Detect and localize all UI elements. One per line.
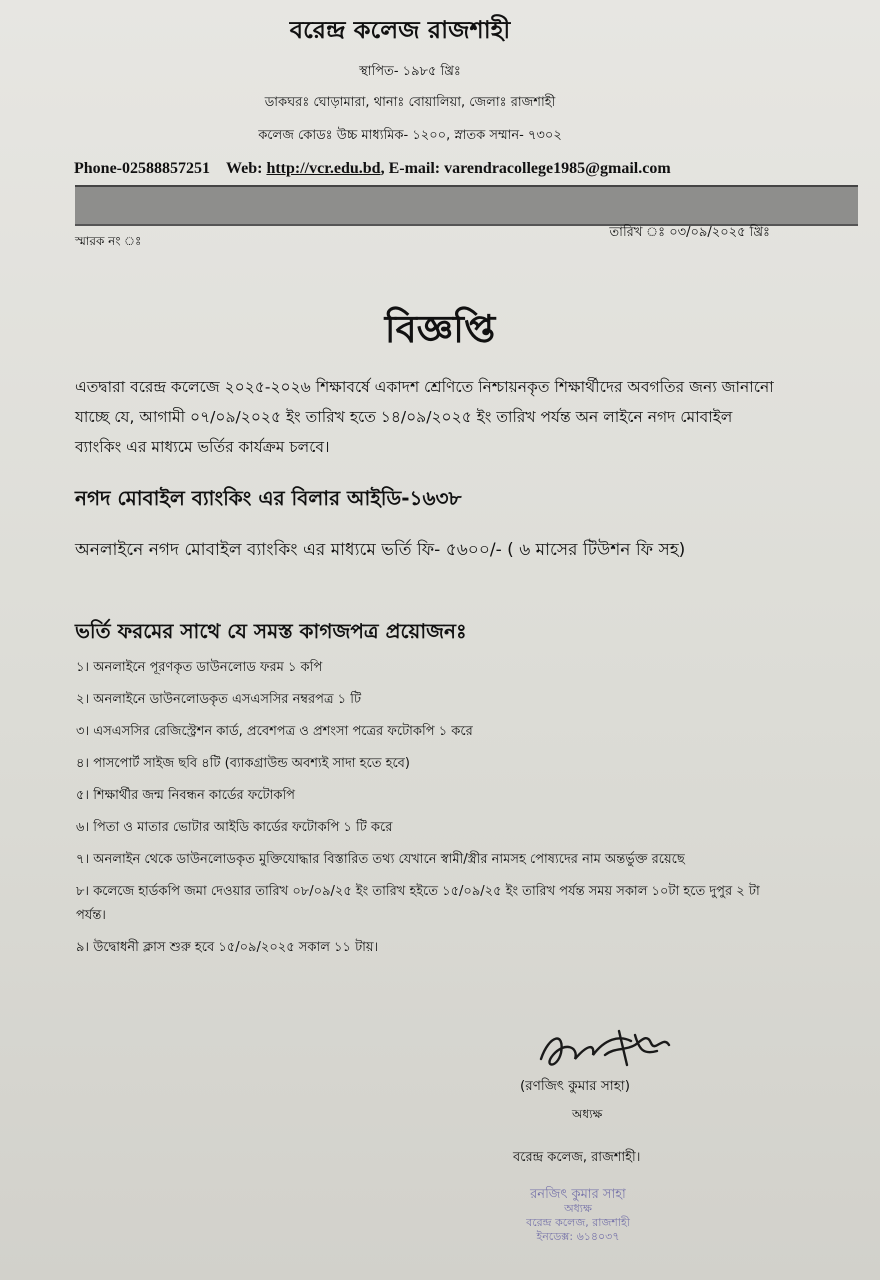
notice-heading: বিজ্ঞপ্তি [384, 306, 496, 351]
handwritten-signature [535, 1025, 675, 1075]
biller-id-heading: নগদ মোবাইল ব্যাংকিং এর বিলার আইডি-১৬৩৮ [75, 486, 462, 510]
stamp-line: ইনডেক্স: ৬১৪০৩৭ [536, 1230, 620, 1243]
document-item: ৩। এসএসসির রেজিস্ট্রেশন কার্ড, প্রবেশপত্র ও প্রশংসা পত্রের ফটোকপি ১ করে [76, 724, 473, 739]
document-item: ৮। কলেজে হার্ডকপি জমা দেওয়ার তারিখ ০৮/০৯/২৫ ইং তারিখ হইতে ১৫/০৯/২৫ ইং তারিখ পর্যন্ত সময় সকাল ১০টা হতে দুপুর ২ টা পর্যন্ত। [76, 884, 760, 923]
web-label: Web: [226, 160, 263, 177]
principal-name: (রণজিৎ কুমার সাহা) [520, 1078, 630, 1094]
email-address: , E-mail: varendracollege1985@gmail.com [380, 160, 671, 177]
established-line: স্থাপিত- ১৯৮৫ খ্রিঃ [359, 64, 461, 79]
document-item: ২। অনলাইনে ডাউনলোডকৃত এসএসসির নম্বরপত্র ১ টি [76, 692, 362, 707]
memo-number-label: স্মারক নং ঃ [75, 234, 142, 248]
postal-address: ডাকঘরঃ ঘোড়ামারা, থানাঃ বোয়ালিয়া, জেলাঃ রাজশাহী [264, 95, 556, 110]
document-item: ৯। উদ্বোধনী ক্লাস শুরু হবে ১৫/০৯/২০২৫ সকাল ১১ টায়। [76, 940, 379, 955]
stamp-line: অধ্যক্ষ [564, 1202, 592, 1215]
document-item: ৪। পাসপোর্ট সাইজ ছবি ৪টি (ব্যাকগ্রাউন্ড অবশ্যই সাদা হতে হবে) [76, 756, 410, 771]
stamp-line: বরেন্দ্র কলেজ, রাজশাহী [526, 1216, 630, 1229]
college-code-line: কলেজ কোডঃ উচ্চ মাধ্যমিক- ১২০০, স্নাতক সম্মান- ৭৩০২ [258, 128, 562, 143]
documents-heading: ভর্তি ফরমের সাথে যে সমস্ত কাগজপত্র প্রয়োজনঃ [75, 619, 467, 643]
admission-fee-text: অনলাইনে নগদ মোবাইল ব্যাংকিং এর মাধ্যমে ভর্তি ফি- ৫৬০০/- ( ৬ মাসের টিউশন ফি সহ) [75, 540, 686, 560]
official-seal-stamp [498, 1188, 658, 1244]
notice-date: তারিখ ঃ ০৩/০৯/২০২৫ খ্রিঃ [609, 225, 770, 240]
documents-list [76, 656, 776, 968]
document-item: ৬। পিতা ও মাতার ভোটার আইডি কার্ডের ফটোকপি ১ টি করে [76, 820, 393, 835]
contact-line [74, 160, 671, 178]
principal-college: বরেন্দ্র কলেজ, রাজশাহী। [513, 1150, 641, 1165]
notice-paragraph: এতদ্বারা বরেন্দ্র কলেজে ২০২৫-২০২৬ শিক্ষাবর্ষে একাদশ শ্রেণিতে নিশ্চায়নকৃত শিক্ষার্থীদের অবগতির জন্য জানানো যাচ্ছে যে, আগামী ০৭/০৯/২০২৫ ইং তারিখ হতে ১৪/০৯/২০২৫ ইং তারিখ পর্যন্ত অন লাইনে নগদ মোবাইল ব্যাংকিং এর মাধ্যমে ভর্তির কার্যক্রম চলবে। [75, 378, 774, 456]
principal-designation: অধ্যক্ষ [572, 1107, 603, 1121]
document-item: ১। অনলাইনে পূরণকৃত ডাউনলোড ফরম ১ কপি [76, 660, 323, 675]
phone-number: Phone-02588857251 [74, 160, 210, 177]
document-item: ৫। শিক্ষার্থীর জন্ম নিবন্ধন কার্ডের ফটোকপি [76, 788, 296, 803]
college-name: বরেন্দ্র কলেজ রাজশাহী [289, 16, 511, 44]
header-divider-band [75, 185, 858, 226]
stamp-line: রনজিৎ কুমার সাহা [530, 1187, 626, 1202]
website-link[interactable]: http://vcr.edu.bd [266, 160, 381, 177]
document-item: ৭। অনলাইন থেকে ডাউনলোডকৃত মুক্তিযোদ্ধার বিস্তারিত তথ্য যেখানে স্বামী/স্ত্রীর নামসহ পোষ্যদের নাম অন্তর্ভুক্ত রয়েছে [76, 852, 685, 867]
